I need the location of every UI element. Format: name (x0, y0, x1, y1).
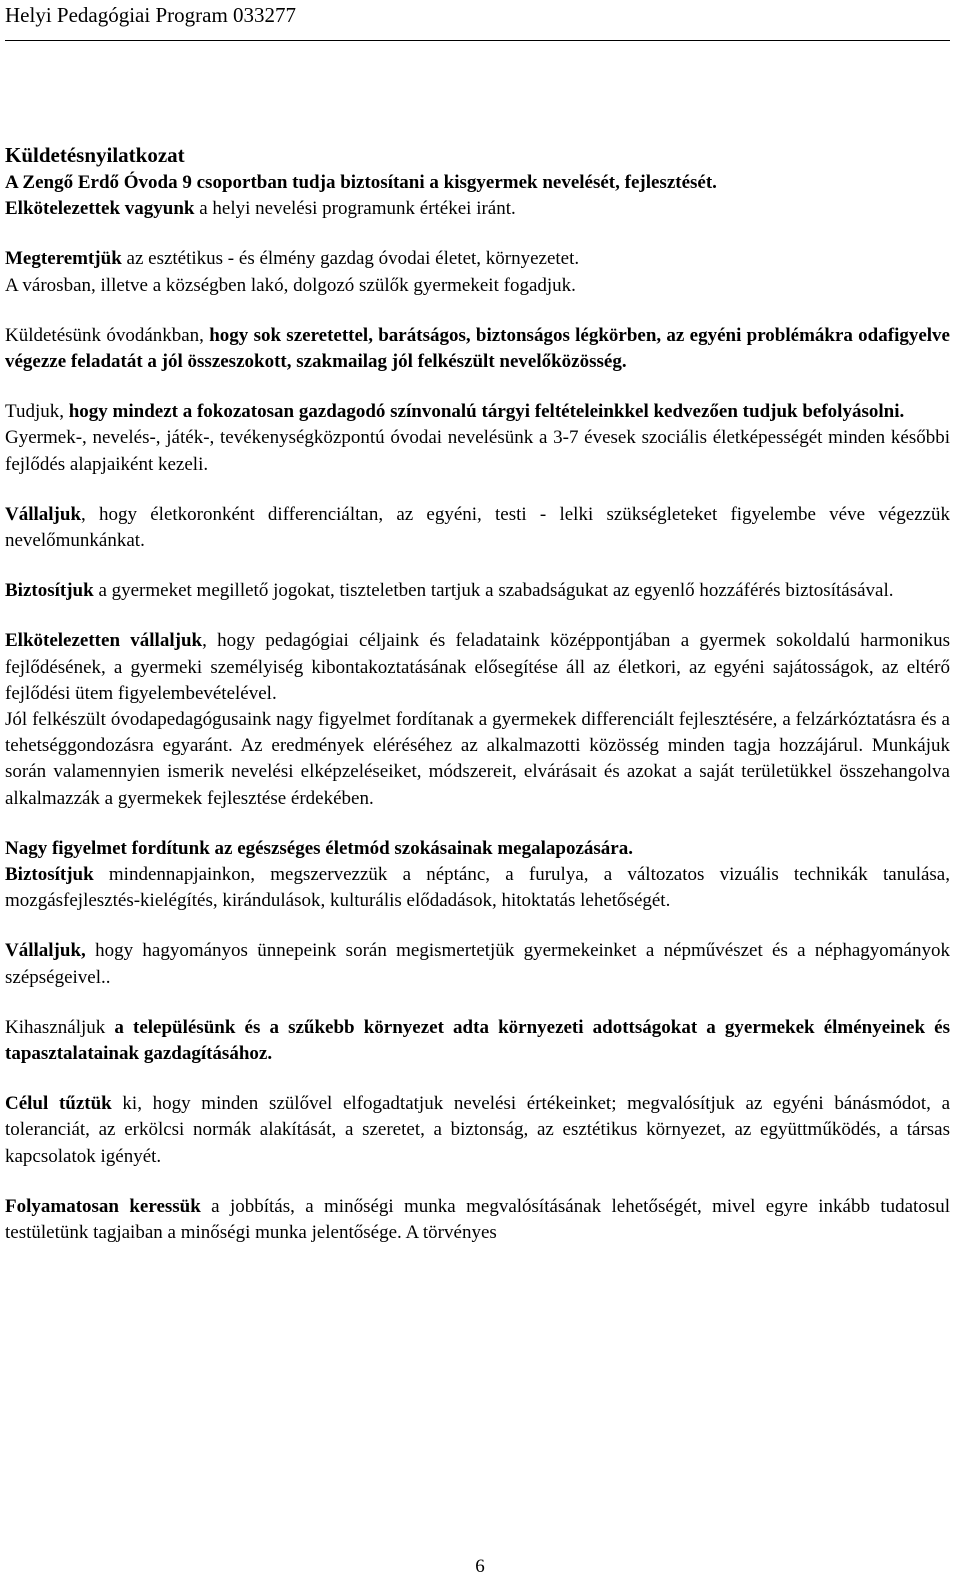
paragraph-commitment (5, 196, 950, 222)
paragraph-local-environment-bold: a településünk és a szűkebb környezet adta környezeti adottságokat a gyermekek élményeinek és tapasztalatainak gazdagításához. (5, 1016, 950, 1065)
header-rule (5, 40, 950, 41)
paragraph-quality-text: a jobbítás, a minőségi munka megvalósításának lehetőségét, mivel egyre inkább tudatosul testületünk tagjaiban a minőségi munka jelentősége. A törvényes (5, 1195, 950, 1244)
paragraph-traditions-bold: Vállaljuk, (5, 940, 86, 962)
document-body (5, 140, 950, 1246)
page-number: 6 (475, 1556, 485, 1577)
paragraph-healthy-lifestyle (5, 836, 950, 862)
paragraph-activities-text: mindennapjainkon, megszervezzük a néptánc, a furulya, a változatos vizuális technikák tanulása, mozgásfejlesztés-kielégítés, kirándulások, kulturális elődadások, hitoktatás lehetőségét. (5, 864, 950, 912)
paragraph-educators-text: Jól felkészült óvodapedagógusaink nagy figyelmet fordítanak a gyermekek differenciált fejlesztésére, a felzárkóztatásra és a tehetséggondozásra egyaránt. Az eredmények eléréséhez az alkalmazotti közösség minden tagja hozzájárul. Munkájuk során valamennyien ismerik nevelési elképzeléseiket, módszereit, elvárásait és azokat a saját területükkel összehangolva alkalmazzák a gyermekek fejlesztése érdekében. (5, 709, 950, 809)
paragraph-differentiation (5, 502, 950, 554)
paragraph-rights (5, 578, 950, 604)
paragraph-conditions (5, 399, 950, 425)
paragraph-commitment-bold: Elkötelezettek vagyunk (5, 198, 195, 220)
paragraph-development-text: , hogy pedagógiai céljaink és feladataink középpontjában a gyermek sokoldalú harmonikus fejlődésének, a gyermeki személyiség kibontakoztatásának elősegítése áll az életkori, az egyéni sajátosságok, az eltérő fejlődési ütem figyelembevételével. (5, 630, 950, 704)
paragraph-conditions-text: Tudjuk, (5, 401, 69, 423)
paragraph-local-environment (5, 1015, 950, 1067)
paragraph-educators (5, 707, 950, 812)
paragraph-quality (5, 1194, 950, 1246)
paragraph-capacity (5, 170, 950, 196)
paragraph-healthy-lifestyle-bold: Nagy figyelmet fordítunk az egészséges életmód szokásainak megalapozására. (5, 837, 633, 859)
paragraph-child-centred (5, 425, 950, 477)
paragraph-environment-bold: Megteremtjük (5, 248, 122, 270)
paragraph-activities-bold: Biztosítjuk (5, 864, 94, 886)
paragraph-rights-bold: Biztosítjuk (5, 580, 94, 602)
paragraph-mission-text: Küldetésünk óvodánkban, (5, 324, 210, 346)
paragraph-mission (5, 323, 950, 375)
paragraph-admission-text: A városban, illetve a községben lakó, dolgozó szülők gyermekeit fogadjuk. (5, 274, 576, 296)
paragraph-parents-text: ki, hogy minden szülővel elfogadtatjuk nevelési értékeinket; megvalósítjuk az egyéni bánásmódot, a toleranciát, az erkölcsi normák alakítását, a szeretet, a biztonság, az esztétikus környezet, az együttműködés, a társas kapcsolatok igényét. (5, 1093, 950, 1167)
paragraph-activities (5, 862, 950, 914)
paragraph-traditions-text: hogy hagyományos ünnepeink során megismertetjük gyermekeinket a népművészet és a néphagyományok szépségeivel.. (5, 940, 950, 988)
paragraph-quality-bold: Folyamatosan keressük (5, 1195, 201, 1217)
paragraph-admission (5, 273, 950, 299)
running-header: Helyi Pedagógiai Program 033277 (5, 3, 297, 27)
paragraph-environment (5, 246, 950, 272)
paragraph-differentiation-bold: Vállaljuk (5, 503, 82, 525)
paragraph-environment-text: az esztétikus - és élmény gazdag óvodai életet, környezetet. (121, 248, 580, 270)
paragraph-commitment-text: a helyi nevelési programunk értékei iránt. (194, 198, 516, 220)
paragraph-conditions-bold: hogy mindezt a fokozatosan gazdagodó színvonalú tárgyi feltételeinkkel kedvezően tudjuk befolyásolni. (68, 401, 905, 423)
paragraph-parents (5, 1091, 950, 1170)
section-title: Küldetésnyilatkozat (5, 143, 185, 167)
paragraph-local-environment-text: Kihasználjuk (5, 1016, 115, 1038)
paragraph-child-centred-text: Gyermek-, nevelés-, játék-, tevékenységközpontú óvodai nevelésünk a 3-7 évesek szociális életképességét minden későbbi fejlődés alapjaiként kezeli. (5, 427, 950, 475)
paragraph-capacity-bold: A Zengő Erdő Óvoda 9 csoportban tudja biztosítani a kisgyermek nevelését, fejlesztését. (5, 172, 717, 193)
paragraph-development-bold: Elkötelezetten vállaljuk (5, 630, 203, 652)
paragraph-rights-text: a gyermeket megillető jogokat, tiszteletben tartjuk a szabadságukat az egyenlő hozzáférés biztosításával. (93, 580, 894, 602)
paragraph-differentiation-text: , hogy életkoronként differenciáltan, az egyéni, testi - lelki szükségleteket figyelembe véve végezzük nevelőmunkánkat. (5, 503, 950, 552)
paragraph-mission-bold: hogy sok szeretettel, barátságos, biztonságos légkörben, az egyéni problémákra odafigyelve végezze feladatát a jól összeszokott, szakmailag jól felkészült nevelőközösség. (5, 324, 950, 373)
paragraph-traditions (5, 938, 950, 990)
paragraph-parents-bold: Célul tűztük (5, 1093, 112, 1115)
paragraph-development (5, 628, 950, 707)
